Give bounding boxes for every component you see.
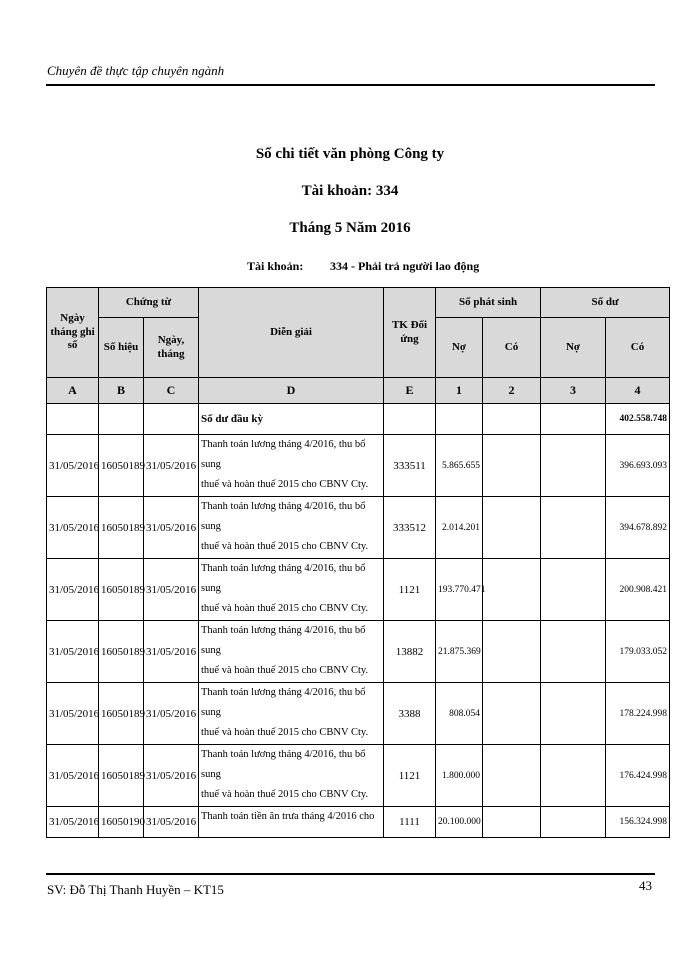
header-balance-debit: Nợ — [541, 318, 606, 378]
cell-date: 31/05/2016 — [47, 497, 99, 559]
header-voucher-no: Số hiệu — [99, 318, 144, 378]
letter-cell: B — [99, 378, 144, 404]
letter-cell: 4 — [606, 378, 670, 404]
footer-rule — [46, 873, 655, 875]
cell-arising-debit: 20.100.000 — [436, 807, 483, 838]
cell-balance-credit: 394.678.892 — [606, 497, 670, 559]
cell-arising-credit — [483, 683, 541, 745]
cell-balance-debit — [541, 621, 606, 683]
description-line: thuế và hoàn thuế 2015 cho CBNV Cty. — [201, 665, 369, 676]
description-line: thuế và hoàn thuế 2015 cho CBNV Cty. — [201, 479, 369, 490]
cell-balance-credit: 179.033.052 — [606, 621, 670, 683]
cell-voucher-no: 16050189 — [99, 497, 144, 559]
cell-description — [199, 497, 384, 559]
cell-balance-credit: 200.908.421 — [606, 559, 670, 621]
cell-date: 31/05/2016 — [47, 621, 99, 683]
cell-counter-account: 13882 — [384, 621, 436, 683]
cell-arising-debit: 1.800.000 — [436, 745, 483, 807]
table-row — [47, 621, 670, 683]
cell-balance-debit — [541, 807, 606, 838]
cell-voucher-no: 16050189 — [99, 683, 144, 745]
table-row — [47, 559, 670, 621]
ledger-title: Sổ chi tiết văn phòng Công ty — [255, 146, 445, 162]
cell-balance-debit — [541, 745, 606, 807]
cell-voucher-no: 16050189 — [99, 559, 144, 621]
ledger-account-title: Tài khoản: 334 — [301, 183, 399, 199]
cell-arising-debit: 2.014.201 — [436, 497, 483, 559]
description-line: Thanh toán tiền ăn trưa tháng 4/2016 cho — [201, 811, 375, 822]
ledger-table — [46, 287, 670, 838]
cell-counter-account: 3388 — [384, 683, 436, 745]
ledger-period: Tháng 5 Năm 2016 — [289, 220, 411, 236]
cell-voucher-no: 16050189 — [99, 435, 144, 497]
cell-counter-account: 1121 — [384, 559, 436, 621]
cell-description — [199, 745, 384, 807]
cell-voucher-date: 31/05/2016 — [144, 807, 199, 838]
cell-date: 31/05/2016 — [47, 683, 99, 745]
description-line: thuế và hoàn thuế 2015 cho CBNV Cty. — [201, 727, 369, 738]
cell-balance-debit — [541, 559, 606, 621]
letter-cell: C — [144, 378, 199, 404]
table-row — [47, 745, 670, 807]
header-balance: Số dư — [541, 288, 670, 318]
header-date: Ngày tháng ghi sổ — [47, 288, 99, 378]
cell-arising-credit — [483, 807, 541, 838]
cell-counter-account: 333511 — [384, 435, 436, 497]
running-header: Chuyên đề thực tập chuyên ngành — [47, 63, 225, 78]
cell-description — [199, 683, 384, 745]
letter-cell: A — [47, 378, 99, 404]
cell-description — [199, 435, 384, 497]
table-row — [47, 435, 670, 497]
cell-balance-credit: 176.424.998 — [606, 745, 670, 807]
cell-balance-debit — [541, 497, 606, 559]
cell-balance-credit: 178.224.998 — [606, 683, 670, 745]
table-row — [47, 497, 670, 559]
description-line: thuế và hoàn thuế 2015 cho CBNV Cty. — [201, 603, 369, 614]
description-line: thuế và hoàn thuế 2015 cho CBNV Cty. — [201, 789, 369, 800]
letter-cell: 1 — [436, 378, 483, 404]
cell-date: 31/05/2016 — [47, 807, 99, 838]
cell-voucher-date: 31/05/2016 — [144, 683, 199, 745]
cell-voucher-date: 31/05/2016 — [144, 497, 199, 559]
cell-balance-debit — [541, 435, 606, 497]
cell-arising-debit: 193.770.471 — [436, 559, 483, 621]
description-line: thuế và hoàn thuế 2015 cho CBNV Cty. — [201, 541, 369, 552]
table-row — [47, 807, 670, 838]
header-voucher: Chứng từ — [99, 288, 199, 318]
cell-arising-debit: 808.054 — [436, 683, 483, 745]
cell-date: 31/05/2016 — [47, 559, 99, 621]
page-number: 43 — [639, 878, 652, 893]
description-line: Thanh toán lương tháng 4/2016, thu bổ sung — [201, 563, 366, 594]
cell-description — [199, 559, 384, 621]
cell-arising-credit — [483, 435, 541, 497]
description-line: Thanh toán lương tháng 4/2016, thu bổ sung — [201, 687, 366, 718]
opening-balance-row — [47, 404, 670, 435]
description-line: Thanh toán lương tháng 4/2016, thu bổ sung — [201, 439, 366, 470]
cell-voucher-no: 16050189 — [99, 745, 144, 807]
cell-description — [199, 621, 384, 683]
cell-arising-debit: 21.875.369 — [436, 621, 483, 683]
cell-voucher-date: 31/05/2016 — [144, 435, 199, 497]
header-description: Diễn giải — [199, 288, 384, 378]
cell-counter-account: 1121 — [384, 745, 436, 807]
letter-cell: 2 — [483, 378, 541, 404]
table-row — [47, 683, 670, 745]
cell-date: 31/05/2016 — [47, 745, 99, 807]
opening-balance-label: Số dư đầu kỳ — [199, 404, 384, 435]
footer-student: SV: Đỗ Thị Thanh Huyền – KT15 — [47, 882, 224, 897]
opening-balance-credit: 402.558.748 — [606, 404, 670, 435]
cell-date: 31/05/2016 — [47, 435, 99, 497]
header-rule — [46, 84, 655, 86]
cell-voucher-no: 16050190 — [99, 807, 144, 838]
letter-cell: E — [384, 378, 436, 404]
cell-arising-credit — [483, 745, 541, 807]
cell-balance-credit: 156.324.998 — [606, 807, 670, 838]
account-value: 334 - Phải trả người lao động — [330, 259, 480, 273]
description-line: Thanh toán lương tháng 4/2016, thu bổ sung — [201, 749, 366, 780]
header-arising: Số phát sinh — [436, 288, 541, 318]
header-balance-credit: Có — [606, 318, 670, 378]
header-voucher-date: Ngày, tháng — [144, 318, 199, 378]
header-counter-account: TK Đối ứng — [384, 288, 436, 378]
cell-voucher-no: 16050189 — [99, 621, 144, 683]
header-arising-debit: Nợ — [436, 318, 483, 378]
cell-counter-account: 1111 — [384, 807, 436, 838]
cell-voucher-date: 31/05/2016 — [144, 621, 199, 683]
account-label: Tài khoản: — [247, 259, 304, 273]
column-letter-row — [47, 378, 670, 404]
description-line: Thanh toán lương tháng 4/2016, thu bổ sung — [201, 501, 366, 532]
cell-arising-debit: 5.865.655 — [436, 435, 483, 497]
cell-description — [199, 807, 384, 838]
description-line: Thanh toán lương tháng 4/2016, thu bổ sung — [201, 625, 366, 656]
cell-balance-debit — [541, 683, 606, 745]
cell-voucher-date: 31/05/2016 — [144, 745, 199, 807]
cell-voucher-date: 31/05/2016 — [144, 559, 199, 621]
cell-arising-credit — [483, 621, 541, 683]
cell-arising-credit — [483, 559, 541, 621]
letter-cell: D — [199, 378, 384, 404]
letter-cell: 3 — [541, 378, 606, 404]
cell-balance-credit: 396.693.093 — [606, 435, 670, 497]
header-arising-credit: Có — [483, 318, 541, 378]
cell-counter-account: 333512 — [384, 497, 436, 559]
cell-arising-credit — [483, 497, 541, 559]
